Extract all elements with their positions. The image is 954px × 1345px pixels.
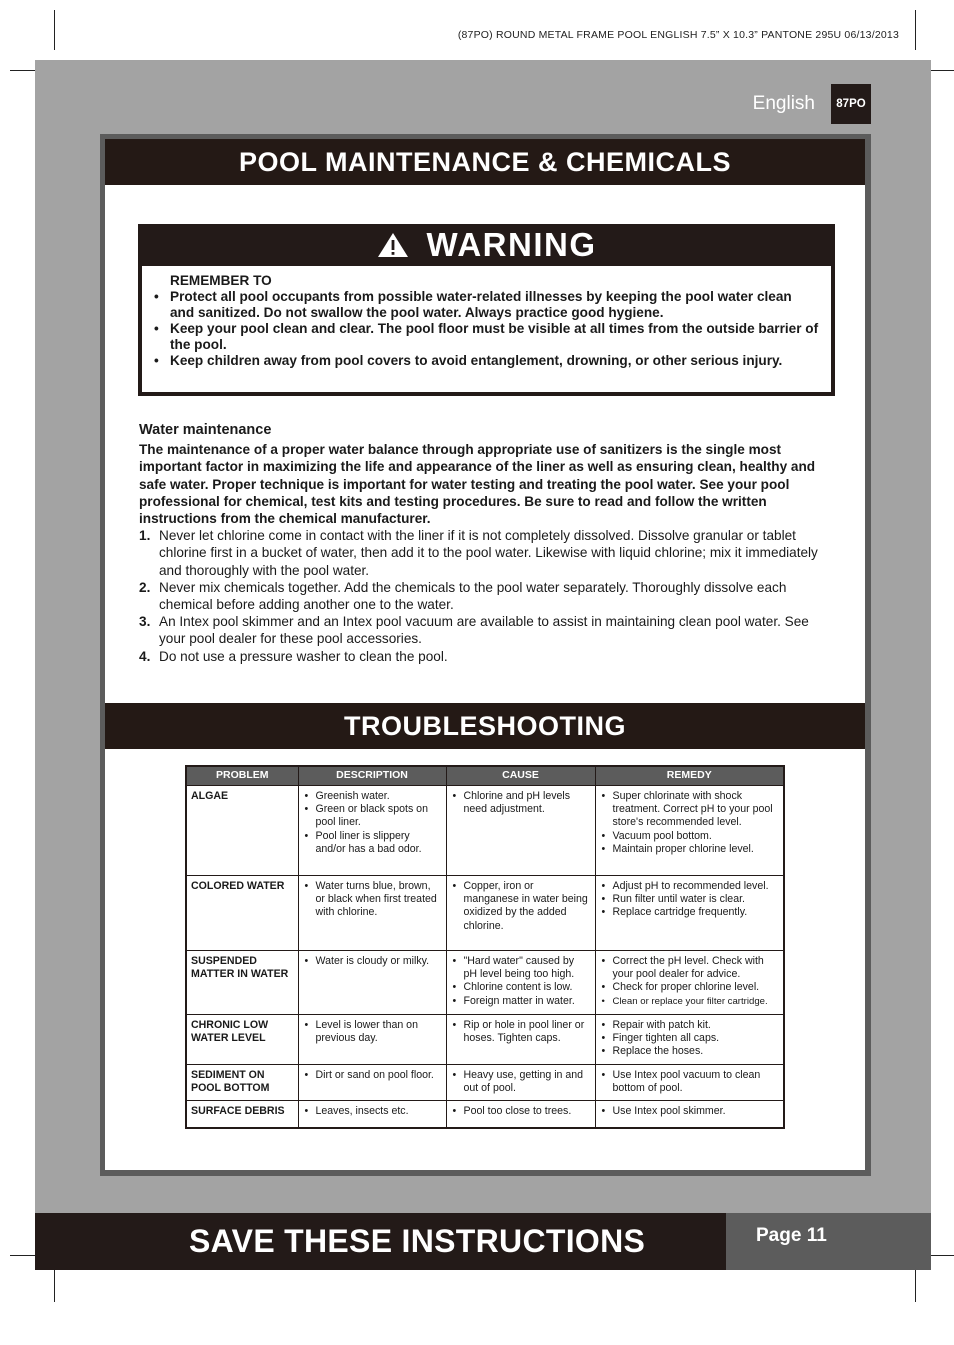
list-item: • Heavy use, getting in and out of pool. [451,1069,591,1096]
list-item: • Use Intex pool vacuum to clean bottom of pool. [600,1069,780,1096]
remedy-cell [595,1100,784,1128]
list-item: • Replace the hoses. [600,1045,780,1058]
list-item: • Dirt or sand on pool floor. [303,1069,442,1082]
water-maintenance-steps [139,527,839,665]
list-item: • Green or black spots on pool liner. [303,803,442,830]
description-cell [298,1064,446,1100]
list-item: • Pool liner is slippery and/or has a bad odor. [303,830,442,857]
step-number: 1. [139,528,151,544]
list-item: • Level is lower than on previous day. [303,1019,442,1046]
language-label: English [752,93,815,114]
list-item: • Finger tighten all caps. [600,1032,780,1045]
page-number: Page 11 [756,1225,827,1246]
water-maintenance-intro: The maintenance of a proper water balance through appropriate use of sanitizers is the single most important factor in maximizing the life and appearance of the liner as well as ensuring clean, healthy and safe water. Proper technique is important for water testing and treating the pool water. See your pool professional for chemical, test kits and testing procedures. Be sure to read and follow the written instructions from the chemical manufacturer. [139,442,816,527]
list-item: • Greenish water. [303,790,442,803]
cause-cell [446,950,595,1014]
crop-mark [915,10,916,50]
list-item: • Chlorine and pH levels need adjustment. [451,790,591,817]
cause-cell [446,785,595,875]
warning-item: • Keep children away from pool covers to avoid entanglement, drowning, or other serious injury. [154,353,819,369]
remedy-cell [595,1064,784,1100]
water-maintenance-heading: Water maintenance [139,422,272,438]
problem-cell: CHRONIC LOW WATER LEVEL [186,1014,298,1064]
maintenance-section-title: POOL MAINTENANCE & CHEMICALS [105,139,865,185]
step-text: Never let chlorine come in contact with the liner if it is not completely dissolved. Dissolve granular or tablet chlorine first in a bucket of water, then add it to the pool water. Likewise with liquid chlorine; mix it immediately and thoroughly with the pool water. [159,528,818,578]
list-item: • Correct the pH level. Check with your pool dealer for advice. [600,955,780,982]
print-info: (87PO) ROUND METAL FRAME POOL ENGLISH 7.5” X 10.3” PANTONE 295U 06/13/2013 [457,29,899,41]
table-row [186,1100,784,1128]
list-item: • Foreign matter in water. [451,995,591,1008]
model-code-badge: 87PO [831,84,871,124]
list-item: • Pool too close to trees. [451,1105,591,1118]
remedy-cell [595,950,784,1014]
crop-mark [54,1270,55,1302]
cause-cell [446,875,595,950]
list-item: • Run filter until water is clear. [600,893,780,906]
remedy-cell [595,875,784,950]
list-item: • Copper, iron or manganese in water being oxidized by the added chlorine. [451,880,591,934]
step-text: Do not use a pressure washer to clean the pool. [159,648,448,664]
list-item: • Maintain proper chlorine level. [600,843,780,856]
column-header: DESCRIPTION [298,766,446,785]
description-cell [298,950,446,1014]
troubleshooting-section-title: TROUBLESHOOTING [105,703,865,749]
remedy-cell [595,785,784,875]
problem-cell: SEDIMENT ON POOL BOTTOM [186,1064,298,1100]
table-row [186,950,784,1014]
problem-cell: COLORED WATER [186,875,298,950]
table-row [186,785,784,875]
list-item: • Leaves, insects etc. [303,1105,442,1118]
list-item: • Adjust pH to recommended level. [600,880,780,893]
cause-cell [446,1064,595,1100]
step-item [139,527,839,579]
warning-header [138,224,835,266]
cause-cell [446,1100,595,1128]
list-item: • Vacuum pool bottom. [600,830,780,843]
warning-box [138,224,835,396]
warning-remember: REMEMBER TO [170,273,272,288]
footer-title: SAVE THESE INSTRUCTIONS [189,1223,646,1259]
list-item: • Rip or hole in pool liner or hoses. Tighten caps. [451,1019,591,1046]
step-item [139,579,839,613]
table-row [186,1014,784,1064]
warning-title: WARNING [426,226,597,263]
list-item: • Check for proper chlorine level. [600,981,780,994]
description-cell [298,785,446,875]
step-number: 4. [139,648,151,664]
table-header-row [186,766,784,785]
column-header: REMEDY [595,766,784,785]
description-cell [298,1100,446,1128]
list-item: • Water turns blue, brown, or black when first treated with chlorine. [303,880,442,920]
table-row [186,1064,784,1100]
column-header: PROBLEM [186,766,298,785]
description-cell [298,875,446,950]
warning-list [154,289,819,369]
problem-cell: SUSPENDED MATTER IN WATER [186,950,298,1014]
list-item: • Replace cartridge frequently. [600,906,780,919]
problem-cell: SURFACE DEBRIS [186,1100,298,1128]
warning-triangle-icon [377,232,409,258]
troubleshooting-table [185,765,785,1129]
crop-mark [54,10,55,50]
column-header: CAUSE [446,766,595,785]
list-item: • Use Intex pool skimmer. [600,1105,780,1118]
cause-cell [446,1014,595,1064]
step-text: Never mix chemicals together. Add the chemicals to the pool water separately. Thoroughly dissolve each chemical before adding another one to the water. [159,579,787,613]
list-item: • Super chlorinate with shock treatment. Correct pH to your pool store's recommended level. [600,790,780,830]
water-maintenance-section [139,422,839,665]
step-number: 2. [139,579,151,595]
list-item: • Clean or replace your filter cartridge. [600,995,780,1008]
problem-cell: ALGAE [186,785,298,875]
list-item: • Water is cloudy or milky. [303,955,442,968]
step-text: An Intex pool skimmer and an Intex pool vacuum are available to assist in maintaining clean pool water. See your pool dealer for these pool accessories. [159,614,809,647]
step-number: 3. [139,614,151,630]
warning-body [142,266,831,392]
step-item [139,613,839,647]
list-item: • Repair with patch kit. [600,1019,780,1032]
crop-mark [915,1270,916,1302]
remedy-cell [595,1014,784,1064]
warning-item: • Protect all pool occupants from possible water-related illnesses by keeping the pool water clean and sanitized. Do not swallow the pool water. Always practice good hygiene. [154,289,819,321]
step-item [139,648,839,665]
description-cell [298,1014,446,1064]
list-item: • "Hard water" caused by pH level being too high. [451,955,591,982]
table-row [186,875,784,950]
warning-item: • Keep your pool clean and clear. The pool floor must be visible at all times from the outside barrier of the pool. [154,321,819,353]
list-item: • Chlorine content is low. [451,981,591,994]
